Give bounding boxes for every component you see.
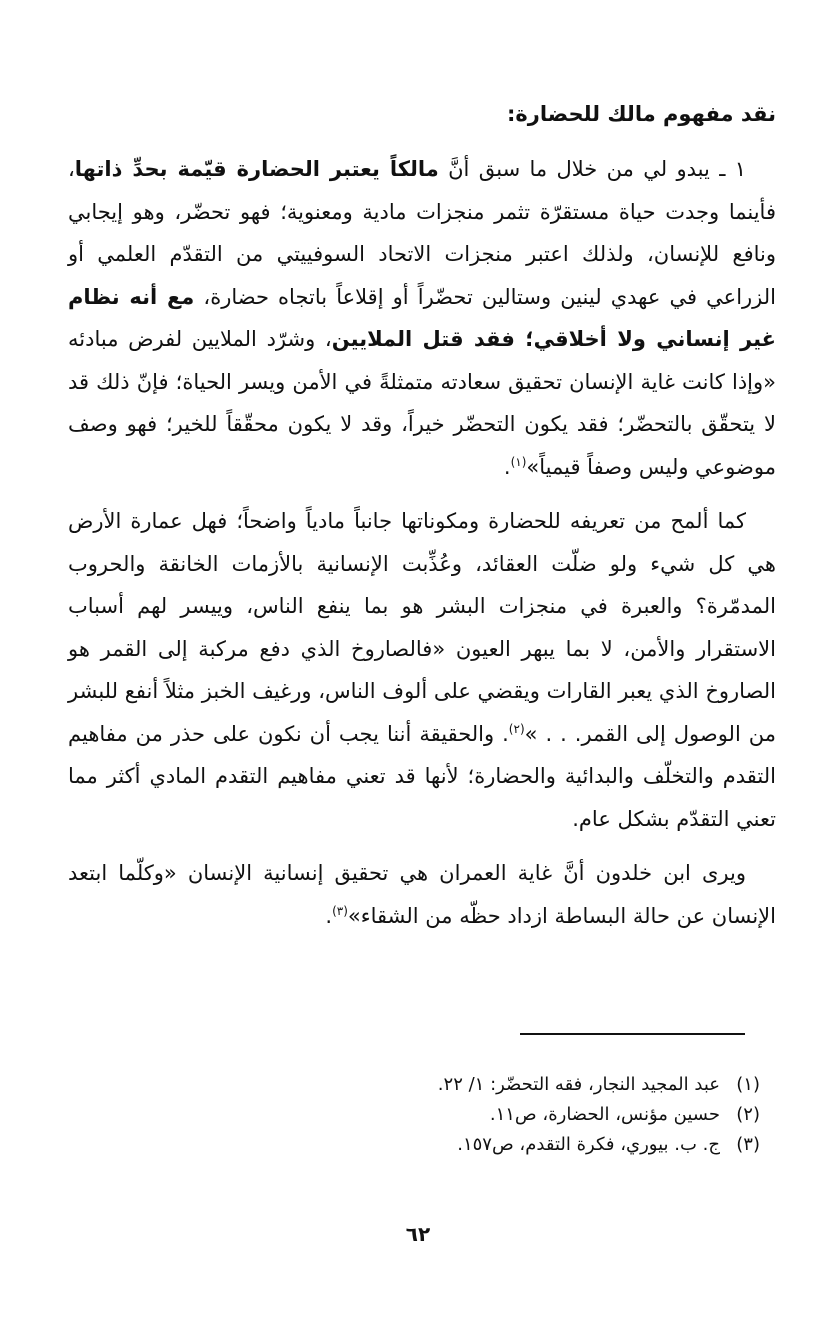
paragraph-1-segment: . (503, 454, 511, 479)
paragraph-3-segment: ويرى ابن خلدون أنَّ غاية العمران هي تحقيق إنسانية الإنسان «وكلّما ابتعد الإنسان عن حالة البساطة ازداد حظّه من الشقاء» (68, 861, 776, 928)
paragraph-2-segment: كما ألمح من تعريفه للحضارة ومكوناتها جانباً مادياً واضحاً؛ فهل عمارة الأرض هي كل شيء ولو ضلّت العقائد، وعُذِّبت الإنسانية بالأزمات الخانقة والحروب المدمّرة؟ والعبرة في منجزات البشر هو بما ينفع الناس، وييسر لهم أسباب الاستقرار والأمن، لا بما يبهر العيون «فالصاروخ الذي دفع مركبة إلى القمر هو الصاروخ الذي يعبر القارات ويقضي على ألوف الناس، ورغيف الخبز مثلاً أنفع للبشر من الوصول إلى القمر. . . » (68, 509, 777, 746)
footnote-text: عبد المجيد النجار، فقه التحضّر: ١/ ٢٢. (437, 1074, 720, 1095)
paragraph-1-bold-segment: مع أنه نظام غير إنساني ولا أخلاقي؛ فقد قتل الملايين (68, 284, 776, 351)
footnote-number: (١) (736, 1074, 760, 1095)
footnote-divider (520, 1033, 745, 1035)
footnote-ref: (٣) (332, 903, 348, 918)
footnote-item (300, 1070, 760, 1100)
footnote-number: (٢) (736, 1104, 760, 1125)
paragraph-1 (68, 148, 776, 488)
paragraph-3 (68, 852, 776, 937)
footnote-ref: (٢) (508, 721, 525, 736)
paragraph-2 (68, 500, 776, 840)
paragraph-3-segment: . (325, 903, 333, 928)
footnote-ref: (١) (510, 454, 527, 469)
page-number: ٦٢ (405, 1222, 431, 1246)
footnotes (300, 1070, 760, 1160)
footnote-item (300, 1130, 760, 1160)
footnote-number: (٣) (736, 1134, 760, 1155)
footnote-text: ج. ب. بيوري، فكرة التقدم، ص١٥٧. (457, 1134, 720, 1155)
paragraph-2-segment: . والحقيقة أننا يجب أن نكون على حذر من مفاهيم التقدم والتخلّف والبدائية والحضارة؛ لأنها قد تعني مفاهيم التقدم المادي أكثر مما تعني التقدّم بشكل عام. (68, 721, 776, 831)
paragraph-1-segment: ، وشرّد الملايين لفرض مبادئه «وإذا كانت غاية الإنسان تحقيق سعادته متمثلةً في الأمن ويسر الحياة؛ فإنّ ذلك قد لا يتحقّق بالتحضّر؛ فقد يكون التحضّر خيراً، وقد لا يكون محقّقاً للخير؛ فهو وصف موضوعي وليس وصفاً قيمياً» (68, 327, 776, 479)
page-body (68, 92, 776, 949)
footnote-text: حسين مؤنس، الحضارة، ص١١. (489, 1104, 720, 1125)
paragraph-1-segment: ، فأينما وجدت حياة مستقرّة تثمر منجزات مادية ومعنوية؛ فهو تحضّر، وهو إيجابي ونافع للإنسان، ولذلك اعتبر منجزات الاتحاد السوفييتي من التقدّم العلمي أو الزراعي في عهدي لينين وستالين تحضّراً أو إقلاعاً باتجاه حضارة، (68, 157, 777, 309)
paragraph-1-bold-segment: مالكاً يعتبر الحضارة قيّمة بحدِّ ذاتها (74, 157, 439, 181)
paragraph-1-segment: ١ ـ يبدو لي من خلال ما سبق أنَّ (438, 157, 746, 181)
section-heading: نقد مفهوم مالك للحضارة: (507, 102, 776, 126)
footnote-item (300, 1100, 760, 1130)
